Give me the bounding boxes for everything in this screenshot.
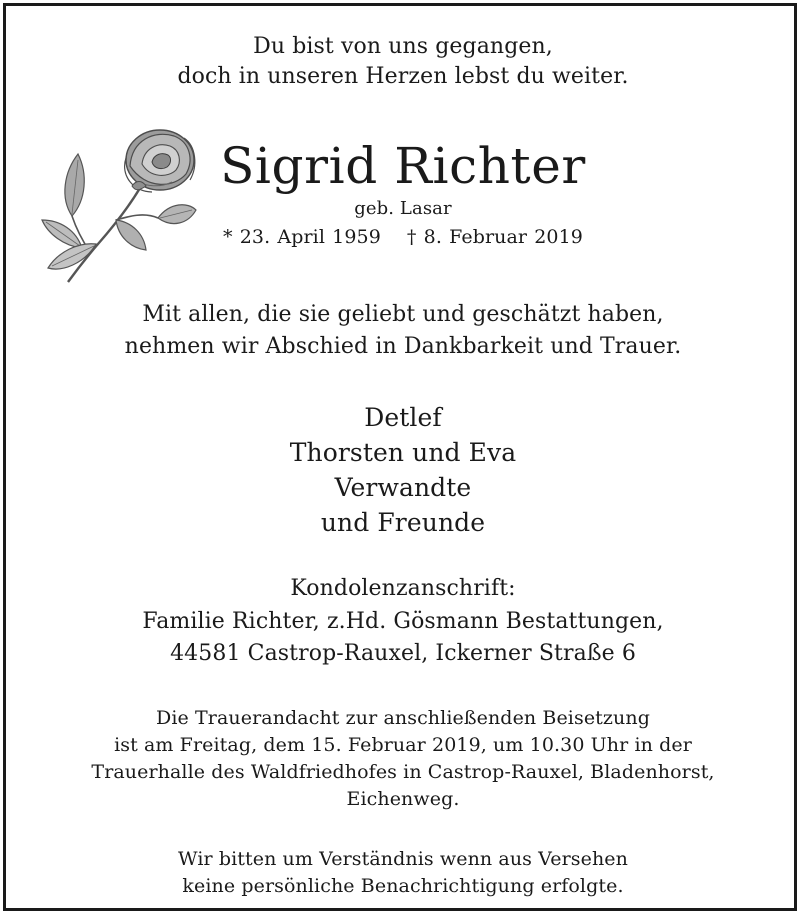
mourner-2: Thorsten und Eva — [289, 438, 517, 467]
mourner-3: Verwandte — [334, 473, 472, 502]
verse-line-1: Du bist von uns gegangen, — [253, 34, 553, 59]
verse-line-2: doch in unseren Herzen lebst du weiter. — [177, 64, 629, 89]
mourner-4: und Freunde — [320, 508, 486, 537]
service-line-1: Die Trauerandacht zur anschließenden Beisetzung — [156, 707, 650, 729]
service-line-4: Eichenweg. — [346, 788, 460, 810]
deceased-name: Sigrid Richter — [220, 137, 586, 195]
condolence-line-2: 44581 Castrop-Rauxel, Ickerner Straße 6 — [170, 641, 636, 666]
life-dates — [6, 225, 800, 249]
maiden-name: geb. Lasar — [354, 198, 452, 219]
message-line-2: nehmen wir Abschied in Dankbarkeit und Trauer. — [124, 334, 682, 359]
condolence-line-1: Familie Richter, z.Hd. Gösmann Bestattungen, — [142, 609, 664, 634]
message-line-1: Mit allen, die sie geliebt und geschätzt haben, — [142, 302, 664, 327]
note-line-2: keine persönliche Benachrichtigung erfolgte. — [182, 875, 624, 897]
mourner-1: Detlef — [364, 403, 442, 432]
service-line-3: Trauerhalle des Waldfriedhofes in Castrop-Rauxel, Bladenhorst, — [91, 761, 715, 783]
service-line-2: ist am Freitag, dem 15. Februar 2019, um 10.30 Uhr in der — [114, 734, 692, 756]
note-line-1: Wir bitten um Verständnis wenn aus Versehen — [178, 848, 628, 870]
condolence-heading: Kondolenzanschrift: — [290, 576, 516, 601]
obituary-frame — [3, 3, 797, 911]
birth-date: * 23. April 1959 — [222, 226, 381, 248]
death-date: † 8. Februar 2019 — [406, 226, 583, 248]
